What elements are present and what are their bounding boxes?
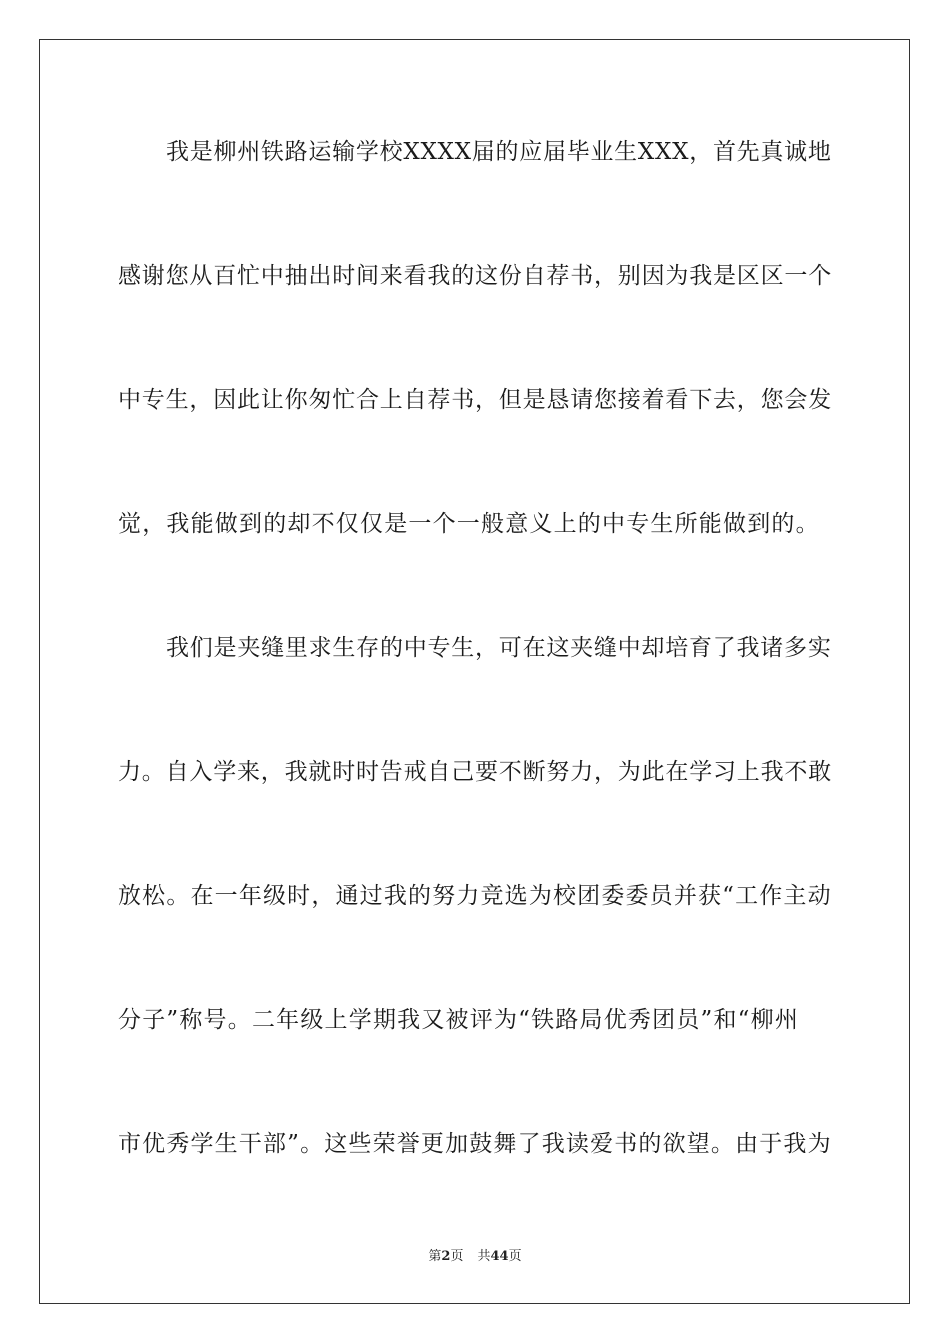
total-prefix: 共 [477, 1249, 491, 1264]
paragraph-2-line-1: 我们是夹缝里求生存的中专生，可在这夹缝中却培育了我诸多实 [166, 635, 832, 661]
total-pages: 44 [490, 1249, 509, 1264]
page-suffix: 页 [450, 1249, 464, 1264]
page-footer [0, 1248, 950, 1266]
paragraph-1-line-4: 觉，我能做到的却不仅仅是一个一般意义上的中专生所能做到的。 [118, 511, 820, 537]
paragraph-2-line-5: 市优秀学生干部”。这些荣誉更加鼓舞了我读爱书的欲望。由于我为 [118, 1131, 832, 1157]
page-prefix: 第 [428, 1249, 442, 1264]
paragraph-1-line-1: 我是柳州铁路运输学校XXXX届的应届毕业生XXX，首先真诚地 [166, 139, 832, 165]
page-border [39, 39, 910, 1304]
paragraph-2-line-2: 力。自入学来，我就时时告戒自己要不断努力，为此在学习上我不敢 [118, 759, 832, 785]
page-number: 2 [441, 1249, 451, 1264]
total-suffix: 页 [508, 1249, 522, 1264]
paragraph-2-line-4: 分子”称号。二年级上学期我又被评为“铁路局优秀团员”和“柳州 [118, 1007, 800, 1033]
paragraph-1-line-3: 中专生，因此让你匆忙合上自荐书，但是恳请您接着看下去，您会发 [118, 387, 832, 413]
paragraph-2-line-3: 放松。在一年级时，通过我的努力竞选为校团委委员并获“工作主动 [118, 883, 832, 909]
paragraph-1-line-2: 感谢您从百忙中抽出时间来看我的这份自荐书，别因为我是区区一个 [118, 263, 832, 289]
